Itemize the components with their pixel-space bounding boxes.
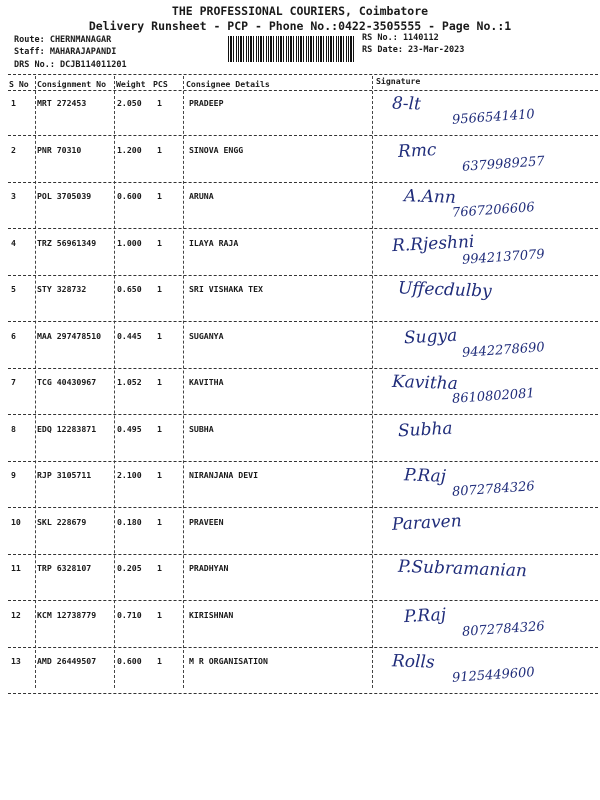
cell-sno: 4 bbox=[11, 238, 16, 248]
signature-phone: 6379989257 bbox=[461, 154, 546, 175]
signature-scribble: P.Raj bbox=[403, 465, 447, 487]
signature-phone: 9566541410 bbox=[451, 107, 536, 128]
cell-consignment-no: PNR 70310 bbox=[37, 145, 82, 155]
cell-pcs: 1 bbox=[157, 145, 162, 155]
cell-pcs: 1 bbox=[157, 377, 162, 387]
row-rule bbox=[8, 461, 598, 462]
col-header-consignment: Consignment No bbox=[37, 79, 107, 89]
row-rule bbox=[8, 182, 598, 183]
runsheet-subtitle: Delivery Runsheet - PCP - Phone No.:0422-3505555 - Page No.:1 bbox=[88, 19, 512, 33]
cell-consignment-no: SKL 228679 bbox=[37, 517, 87, 527]
cell-consignee: ILAYA RAJA bbox=[189, 238, 239, 248]
signature-scribble: Uffecdulby bbox=[397, 278, 493, 302]
signature-phone: 9125449600 bbox=[451, 665, 536, 686]
cell-consignee: M R ORGANISATION bbox=[189, 656, 268, 666]
signature-phone: 8610802081 bbox=[451, 386, 536, 407]
col-header-signature: Signature bbox=[376, 76, 421, 86]
cell-consignee: KIRISHNAN bbox=[189, 610, 234, 620]
cell-pcs: 1 bbox=[157, 470, 162, 480]
cell-weight: 0.180 bbox=[117, 517, 142, 527]
barcode-image bbox=[228, 36, 355, 62]
signature-scribble: Rmc bbox=[397, 140, 437, 162]
cell-pcs: 1 bbox=[157, 98, 162, 108]
cell-consignment-no: TRP 6328107 bbox=[37, 563, 92, 573]
cell-weight: 0.710 bbox=[117, 610, 142, 620]
cell-consignee: KAVITHA bbox=[189, 377, 224, 387]
col-sep-4 bbox=[372, 76, 373, 688]
cell-sno: 5 bbox=[11, 284, 16, 294]
row-rule bbox=[8, 693, 598, 694]
cell-pcs: 1 bbox=[157, 563, 162, 573]
signature-scribble: Rolls bbox=[391, 651, 435, 673]
cell-pcs: 1 bbox=[157, 517, 162, 527]
cell-weight: 2.100 bbox=[117, 470, 142, 480]
signature-scribble: Paraven bbox=[391, 511, 463, 535]
cell-weight: 0.205 bbox=[117, 563, 142, 573]
row-rule bbox=[8, 414, 598, 415]
signature-scribble: Sugya bbox=[403, 325, 458, 349]
col-header-weight: Weight bbox=[116, 79, 146, 89]
cell-pcs: 1 bbox=[157, 191, 162, 201]
cell-pcs: 1 bbox=[157, 656, 162, 666]
header-bottom-rule bbox=[8, 90, 598, 91]
cell-sno: 6 bbox=[11, 331, 16, 341]
rs-number: RS No.: 1140112 bbox=[362, 33, 439, 43]
cell-sno: 9 bbox=[11, 470, 16, 480]
cell-sno: 8 bbox=[11, 424, 16, 434]
cell-consignee: PRAVEEN bbox=[189, 517, 224, 527]
row-rule bbox=[8, 135, 598, 136]
cell-sno: 11 bbox=[11, 563, 21, 573]
row-rule bbox=[8, 275, 598, 276]
cell-sno: 10 bbox=[11, 517, 21, 527]
row-rule bbox=[8, 647, 598, 648]
cell-weight: 0.600 bbox=[117, 191, 142, 201]
signature-phone: 8072784326 bbox=[451, 479, 536, 500]
cell-sno: 13 bbox=[11, 656, 21, 666]
cell-pcs: 1 bbox=[157, 284, 162, 294]
signature-phone: 7667206606 bbox=[451, 200, 536, 221]
cell-consignment-no: KCM 12738779 bbox=[37, 610, 97, 620]
signature-scribble: Kavitha bbox=[391, 371, 459, 395]
company-title: THE PROFESSIONAL COURIERS, Coimbatore bbox=[171, 4, 429, 18]
cell-consignment-no: TCG 40430967 bbox=[37, 377, 97, 387]
route-label: Route: CHERNMANAGAR bbox=[14, 35, 112, 45]
cell-consignment-no: RJP 3105711 bbox=[37, 470, 92, 480]
header-top-rule bbox=[8, 74, 598, 75]
cell-consignment-no: MAA 297478510 bbox=[37, 331, 102, 341]
row-rule bbox=[8, 600, 598, 601]
cell-consignment-no: AMD 26449507 bbox=[37, 656, 97, 666]
cell-consignment-no: TRZ 56961349 bbox=[37, 238, 97, 248]
cell-weight: 2.050 bbox=[117, 98, 142, 108]
cell-pcs: 1 bbox=[157, 610, 162, 620]
cell-consignment-no: MRT 272453 bbox=[37, 98, 87, 108]
row-rule bbox=[8, 321, 598, 322]
cell-consignee: SINOVA ENGG bbox=[189, 145, 244, 155]
cell-sno: 3 bbox=[11, 191, 16, 201]
cell-consignee: PRADHYAN bbox=[189, 563, 229, 573]
staff-label: Staff: MAHARAJAPANDI bbox=[14, 47, 117, 57]
cell-weight: 0.600 bbox=[117, 656, 142, 666]
signature-phone: 8072784326 bbox=[461, 619, 546, 640]
cell-consignee: NIRANJANA DEVI bbox=[189, 470, 259, 480]
cell-pcs: 1 bbox=[157, 331, 162, 341]
cell-pcs: 1 bbox=[157, 238, 162, 248]
row-rule bbox=[8, 368, 598, 369]
signature-scribble: A.Ann bbox=[403, 186, 457, 208]
col-sep-2 bbox=[114, 76, 115, 688]
signature-scribble: Subha bbox=[397, 418, 454, 442]
signature-scribble: P.Raj bbox=[403, 604, 447, 628]
col-sep-3 bbox=[183, 76, 184, 688]
row-rule bbox=[8, 554, 598, 555]
drs-number: DRS No.: DCJB114011201 bbox=[14, 60, 127, 70]
cell-weight: 1.200 bbox=[117, 145, 142, 155]
col-sep-1 bbox=[35, 76, 36, 688]
signature-scribble: P.Subramanian bbox=[397, 556, 528, 582]
signature-scribble: 8-lt bbox=[391, 93, 422, 115]
signature-phone: 9942137079 bbox=[461, 247, 546, 268]
rs-date: RS Date: 23-Mar-2023 bbox=[362, 45, 465, 55]
cell-consignee: ARUNA bbox=[189, 191, 214, 201]
cell-sno: 12 bbox=[11, 610, 21, 620]
cell-sno: 1 bbox=[11, 98, 16, 108]
signature-scribble: R.Rjeshni bbox=[391, 231, 475, 257]
cell-weight: 0.650 bbox=[117, 284, 142, 294]
cell-consignee: PRADEEP bbox=[189, 98, 224, 108]
cell-consignee: SRI VISHAKA TEX bbox=[189, 284, 263, 294]
row-rule bbox=[8, 228, 598, 229]
cell-weight: 0.495 bbox=[117, 424, 142, 434]
cell-consignee: SUBHA bbox=[189, 424, 214, 434]
cell-pcs: 1 bbox=[157, 424, 162, 434]
cell-consignment-no: EDQ 12283871 bbox=[37, 424, 97, 434]
cell-consignment-no: POL 3705039 bbox=[37, 191, 92, 201]
row-rule bbox=[8, 507, 598, 508]
cell-consignee: SUGANYA bbox=[189, 331, 224, 341]
cell-weight: 0.445 bbox=[117, 331, 142, 341]
cell-sno: 2 bbox=[11, 145, 16, 155]
col-header-consignee: Consignee Details bbox=[186, 79, 270, 89]
col-header-sno: S No bbox=[9, 79, 29, 89]
col-header-pcs: PCS bbox=[153, 79, 168, 89]
cell-consignment-no: STY 328732 bbox=[37, 284, 87, 294]
cell-weight: 1.000 bbox=[117, 238, 142, 248]
signature-phone: 9442278690 bbox=[461, 340, 546, 361]
cell-weight: 1.052 bbox=[117, 377, 142, 387]
cell-sno: 7 bbox=[11, 377, 16, 387]
